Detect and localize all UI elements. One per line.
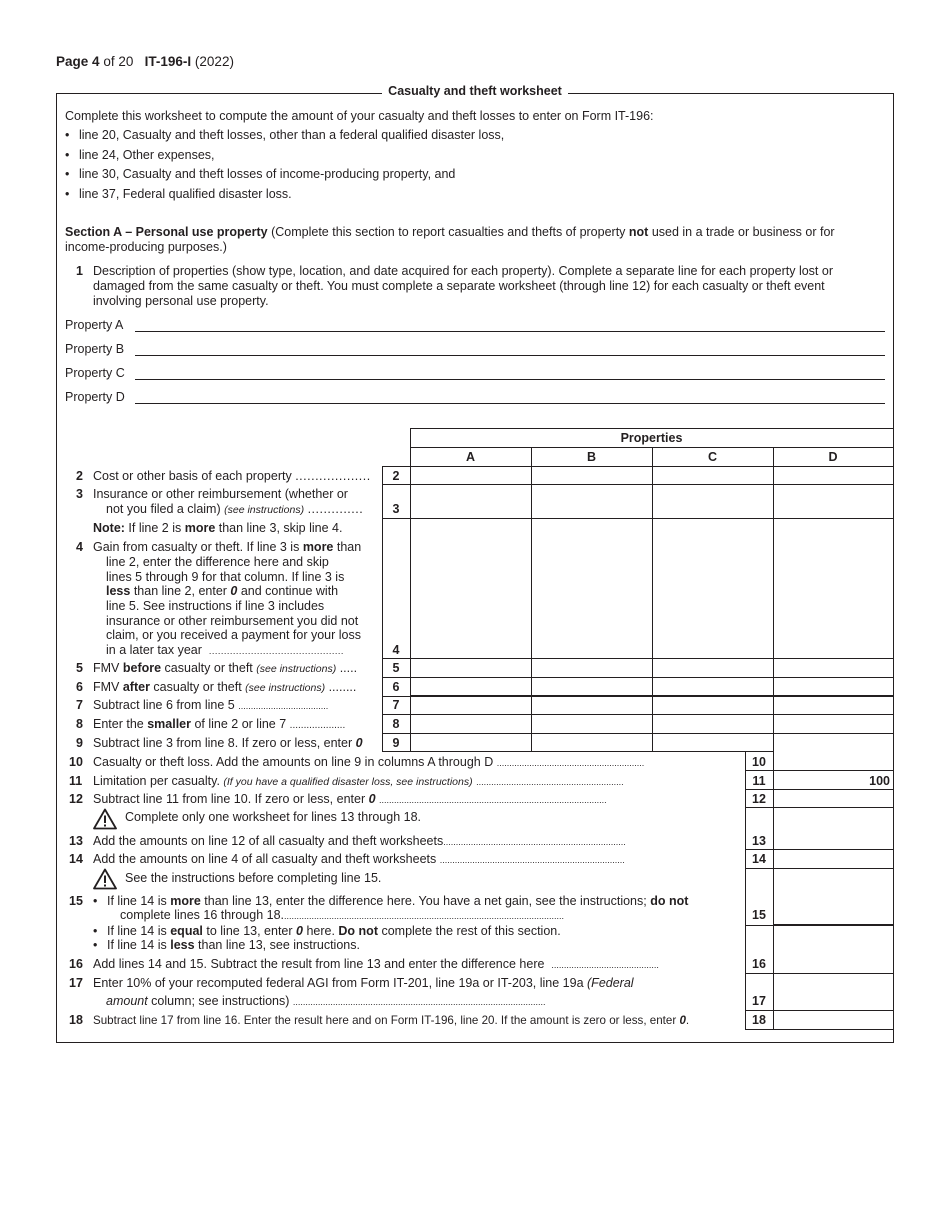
page-of: of 20 (103, 54, 134, 69)
line-3-col-c-input[interactable] (653, 485, 773, 518)
line-4-col-b-input[interactable] (532, 519, 652, 658)
line-14-box-label: 14 (752, 852, 766, 866)
property-d-input[interactable] (135, 403, 885, 404)
line-4-text-h: in a later tax year ............................................. (106, 643, 344, 657)
line-12-text: Subtract line 11 from line 10. If zero or less, enter 0 ........................................................................................... (93, 792, 607, 806)
line-2-col-b-input[interactable] (532, 467, 652, 484)
line-2-box-label: 2 (392, 469, 400, 483)
line-15-number: 15 (69, 894, 83, 908)
line-6-col-a-input[interactable] (411, 678, 531, 695)
form-year: (2022) (194, 54, 234, 69)
line-4-text-c: lines 5 through 9 for that column. If line 3 is (106, 570, 345, 584)
line-12-box-label: 12 (752, 792, 766, 806)
column-c-header: C (707, 450, 718, 464)
line-14-input[interactable] (774, 850, 893, 868)
line-4-text-d: less than line 2, enter 0 and continue with (106, 584, 339, 598)
line-1-number: 1 (76, 264, 83, 278)
line-10-box-label: 10 (752, 755, 766, 769)
line-1-text-b: damaged from the same casualty or theft. You must complete a separate worksheet (through line 12) for each casualty or theft event (93, 279, 825, 293)
line-7-box-label: 7 (392, 698, 400, 712)
line-7-col-c-input[interactable] (653, 697, 773, 714)
line-16-box-label: 16 (752, 957, 766, 971)
line-11-text: Limitation per casualty. (If you have a qualified disaster loss, see instructions) ........................................................... (93, 774, 624, 788)
properties-group-header: Properties (620, 431, 683, 445)
line-9-col-a-input[interactable] (411, 734, 531, 751)
line-3-text-b: not you filed a claim) (see instructions) .............. (106, 502, 364, 516)
column-b-header: B (586, 450, 597, 464)
line-2-col-c-input[interactable] (653, 467, 773, 484)
line-3-number: 3 (76, 487, 83, 501)
line-7-col-b-input[interactable] (532, 697, 652, 714)
line-7-col-d-input[interactable] (774, 697, 893, 714)
line-2-col-a-input[interactable] (411, 467, 531, 484)
line-9-text: Subtract line 3 from line 8. If zero or less, enter 0 (93, 736, 363, 750)
line-9-number: 9 (76, 736, 83, 750)
line-1-text-a: Description of properties (show type, location, and date acquired for each property). Complete a separate line for each property lost or (93, 264, 833, 278)
line-9-col-d-input[interactable] (774, 734, 893, 751)
line-5-box-label: 5 (392, 661, 400, 675)
bullet-line-37: • line 37, Federal qualified disaster loss. (79, 187, 292, 202)
warning-icon (93, 868, 117, 890)
line-17-box-label: 17 (752, 994, 766, 1008)
line-8-col-b-input[interactable] (532, 715, 652, 733)
line-5-col-d-input[interactable] (774, 659, 893, 677)
line-16-text: Add lines 14 and 15. Subtract the result from line 13 and enter the difference here ........................................... (93, 957, 659, 971)
line-15-bullet-less: • If line 14 is less than line 13, see instructions. (107, 938, 360, 953)
line-18-box-label: 18 (752, 1013, 766, 1027)
line-4-text-a: Gain from casualty or theft. If line 3 is more than (93, 540, 362, 554)
line-4-text-e: line 5. See instructions if line 3 includes (106, 599, 325, 613)
intro-text: Complete this worksheet to compute the amount of your casualty and theft losses to enter on Form IT-196: (65, 109, 654, 123)
line-4-box-label: 4 (392, 643, 400, 657)
line-6-col-d-input[interactable] (774, 678, 893, 695)
line-6-box-label: 6 (392, 680, 400, 694)
line-3-col-a-input[interactable] (411, 485, 531, 518)
line-4-note: Note: If line 2 is more than line 3, skip line 4. (93, 521, 343, 535)
worksheet-title: Casualty and theft worksheet (0, 84, 950, 98)
line-9-col-b-input[interactable] (532, 734, 652, 751)
line-6-col-b-input[interactable] (532, 678, 652, 695)
line-6-col-c-input[interactable] (653, 678, 773, 695)
line-1-text-c: involving personal use property. (93, 294, 269, 308)
line-18-number: 18 (69, 1013, 83, 1027)
line-17-number: 17 (69, 976, 83, 990)
line-11-input[interactable]: 100 (869, 774, 890, 788)
line-8-number: 8 (76, 717, 83, 731)
warning-one-worksheet: Complete only one worksheet for lines 13 through 18. (125, 810, 422, 824)
line-4-col-c-input[interactable] (653, 519, 773, 658)
line-8-box-label: 8 (392, 717, 400, 731)
line-4-number: 4 (76, 540, 83, 554)
line-8-col-c-input[interactable] (653, 715, 773, 733)
property-d-label: Property D (65, 390, 125, 404)
line-16-number: 16 (69, 957, 83, 971)
line-11-number: 11 (69, 774, 83, 788)
line-5-number: 5 (76, 661, 83, 675)
line-2-col-d-input[interactable] (774, 467, 893, 484)
form-id: IT-196-I (144, 54, 192, 69)
line-5-col-b-input[interactable] (532, 659, 652, 677)
line-4-col-d-input[interactable] (774, 519, 893, 658)
page-header (56, 54, 234, 69)
line-9-col-c-input[interactable] (653, 734, 773, 751)
line-7-col-a-input[interactable] (411, 697, 531, 714)
property-c-input[interactable] (135, 379, 885, 380)
line-15-input[interactable] (774, 869, 893, 924)
line-17-text-cont: amount column; see instructions) ..................................................................................................... (106, 994, 546, 1008)
line-8-col-a-input[interactable] (411, 715, 531, 733)
line-12-number: 12 (69, 792, 83, 806)
line-17-input[interactable] (774, 974, 893, 1010)
line-10-number: 10 (69, 755, 83, 769)
line-13-box-label: 13 (752, 834, 766, 848)
property-b-input[interactable] (135, 355, 885, 356)
line-6-text: FMV after casualty or theft (see instructions) ........ (93, 680, 357, 694)
column-d-header: D (828, 450, 838, 464)
line-2-text: Cost or other basis of each property ................... (93, 469, 371, 483)
line-3-col-b-input[interactable] (532, 485, 652, 518)
line-7-number: 7 (76, 698, 83, 712)
line-3-text-a: Insurance or other reimbursement (whether or (93, 487, 348, 501)
property-c-label: Property C (65, 366, 125, 380)
bullet-line-24: • line 24, Other expenses, (79, 148, 215, 163)
line-13-number: 13 (69, 834, 83, 848)
line-13-text: Add the amounts on line 12 of all casualty and theft worksheets......................................................................... (93, 834, 626, 848)
line-12-input[interactable] (774, 790, 893, 807)
bullet-line-30: • line 30, Casualty and theft losses of income-producing property, and (79, 167, 455, 182)
page-number: 4 (92, 54, 100, 69)
line-3-col-d-input[interactable] (774, 485, 893, 518)
line-15-bullet-equal: • If line 14 is equal to line 13, enter 0 here. Do not complete the rest of this section. (107, 924, 561, 939)
line-14-number: 14 (69, 852, 83, 866)
line-4-col-a-input[interactable] (411, 519, 531, 658)
property-a-label: Property A (65, 318, 124, 332)
column-a-header: A (465, 450, 476, 464)
line-4-text-g: claim, or you received a payment for your loss (106, 628, 361, 642)
line-15-bullet-more-cont: complete lines 16 through 18................................................................................................................. (120, 908, 565, 922)
line-11-box-label: 11 (752, 774, 766, 788)
line-5-text: FMV before casualty or theft (see instructions) ..... (93, 661, 358, 675)
line-18-text: Subtract line 17 from line 16. Enter the result here and on Form IT-196, line 20. If the amount is zero or less, enter 0. (93, 1014, 690, 1027)
line-8-col-d-input[interactable] (774, 715, 893, 733)
line-18-input[interactable] (774, 1011, 893, 1029)
line-16-input[interactable] (774, 926, 893, 973)
line-17-text: Enter 10% of your recomputed federal AGI from Form IT-201, line 19a or IT-203, line 19a (Federal (93, 976, 634, 990)
line-15-bullet-more: • If line 14 is more than line 13, enter the difference here. You have a net gain, see the instructions; do not (107, 894, 688, 909)
warning-see-instructions: See the instructions before completing line 15. (125, 871, 382, 885)
line-6-number: 6 (76, 680, 83, 694)
line-4-text-f: insurance or other reimbursement you did not (106, 614, 359, 628)
section-a-title: Section A – Personal use property (65, 225, 268, 239)
line-2-number: 2 (76, 469, 83, 483)
line-14-text: Add the amounts on line 4 of all casualty and theft worksheets .......................................................................... (93, 852, 625, 866)
section-a-heading: Section A – Personal use property (Complete this section to report casualties and thefts of property not used in a trade or business or for (65, 225, 835, 239)
property-a-input[interactable] (135, 331, 885, 332)
section-a-desc-cont: income-producing purposes.) (65, 240, 227, 254)
line-15-box-label: 15 (752, 908, 766, 922)
line-5-col-a-input[interactable] (411, 659, 531, 677)
line-4-text-b: line 2, enter the difference here and skip (106, 555, 329, 569)
property-b-label: Property B (65, 342, 125, 356)
line-3-box-label: 3 (392, 502, 400, 516)
line-5-col-c-input[interactable] (653, 659, 773, 677)
line-8-text: Enter the smaller of line 2 or line 7 .................... (93, 717, 346, 731)
line-10-input[interactable] (774, 753, 893, 770)
line-9-box-label: 9 (392, 736, 400, 750)
bullet-line-20: • line 20, Casualty and theft losses, other than a federal qualified disaster loss, (79, 128, 504, 143)
warning-icon (93, 808, 117, 830)
line-10-text: Casualty or theft loss. Add the amounts on line 9 in columns A through D ........................................................... (93, 755, 645, 769)
line-7-text: Subtract line 6 from line 5 .................................... (93, 698, 329, 712)
line-13-input[interactable] (774, 808, 893, 849)
page-label: Page (56, 54, 89, 69)
